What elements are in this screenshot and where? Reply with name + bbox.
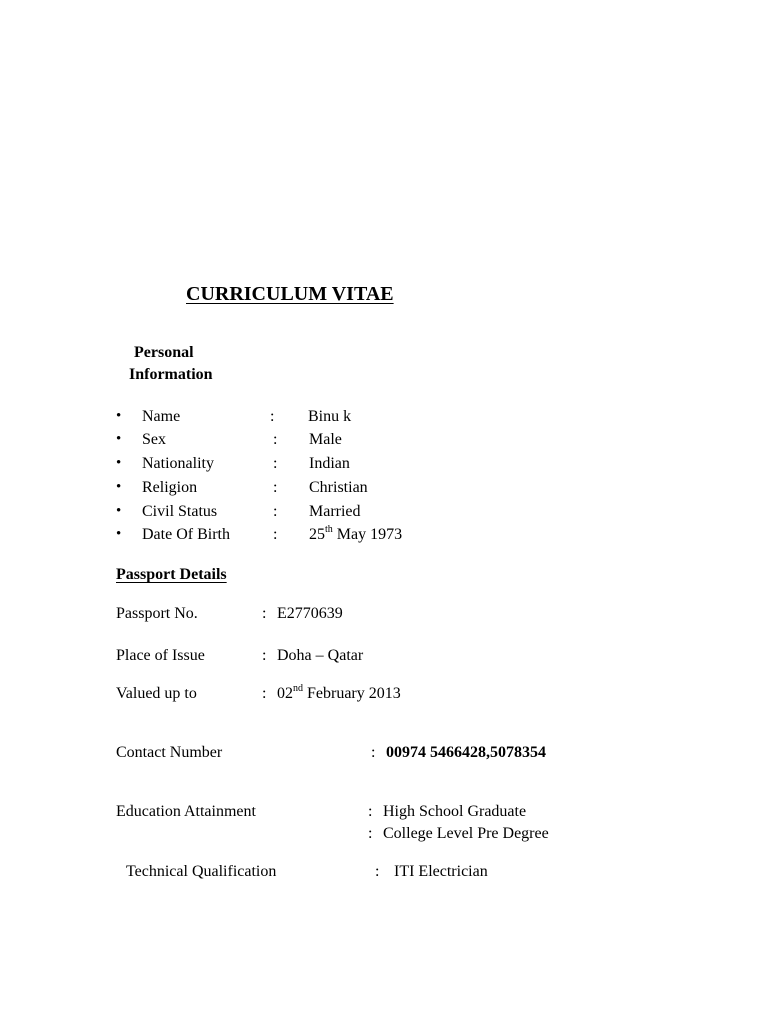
nationality-label: Nationality — [142, 455, 214, 472]
technical-label: Technical Qualification — [126, 863, 277, 880]
dob-suffix: th — [325, 524, 333, 535]
passport-heading: Passport Details — [116, 566, 227, 583]
colon: : — [368, 825, 373, 842]
colon: : — [270, 408, 275, 425]
religion-value: Christian — [309, 479, 368, 496]
colon: : — [371, 744, 376, 761]
education-label: Education Attainment — [116, 803, 256, 820]
bullet: • — [116, 503, 122, 519]
civil-status-label: Civil Status — [142, 503, 218, 520]
religion-label: Religion — [142, 479, 198, 496]
place-of-issue-value: Doha – Qatar — [277, 647, 364, 664]
colon: : — [262, 647, 267, 664]
dob-rest: May 1973 — [332, 526, 403, 543]
personal-heading-line1: Personal — [134, 344, 194, 361]
valid-day: 02 — [277, 685, 293, 702]
dob-value — [309, 524, 403, 543]
bullet: • — [116, 455, 122, 471]
colon: : — [273, 479, 278, 496]
colon: : — [375, 863, 380, 880]
valid-suffix: nd — [293, 683, 303, 694]
valid-rest: February 2013 — [303, 685, 401, 702]
colon: : — [273, 526, 278, 543]
colon: : — [273, 455, 278, 472]
technical-value: ITI Electrician — [394, 863, 488, 880]
document-title: CURRICULUM VITAE — [186, 283, 394, 305]
colon: : — [273, 503, 278, 520]
bullet: • — [116, 408, 122, 424]
colon: : — [262, 685, 267, 702]
personal-heading-line2: Information — [129, 366, 213, 383]
colon: : — [368, 803, 373, 820]
nationality-value: Indian — [309, 455, 350, 472]
passport-number-value: E2770639 — [277, 605, 343, 622]
education-value-2: College Level Pre Degree — [383, 825, 549, 842]
place-of-issue-label: Place of Issue — [116, 647, 205, 664]
dob-label: Date Of Birth — [142, 526, 230, 543]
name-value: Binu k — [308, 408, 352, 425]
colon: : — [273, 431, 278, 448]
bullet: • — [116, 479, 122, 495]
colon: : — [262, 605, 267, 622]
sex-label: Sex — [142, 431, 166, 448]
bullet: • — [116, 526, 122, 542]
contact-label: Contact Number — [116, 744, 223, 761]
passport-number-label: Passport No. — [116, 605, 198, 622]
sex-value: Male — [309, 431, 342, 448]
education-value-1: High School Graduate — [383, 803, 527, 820]
bullet: • — [116, 431, 122, 447]
name-label: Name — [142, 408, 181, 425]
valid-until-value — [277, 683, 401, 702]
civil-status-value: Married — [309, 503, 361, 520]
dob-day: 25 — [309, 526, 325, 543]
contact-value: 00974 5466428,5078354 — [386, 744, 546, 761]
valid-until-label: Valued up to — [116, 685, 197, 702]
